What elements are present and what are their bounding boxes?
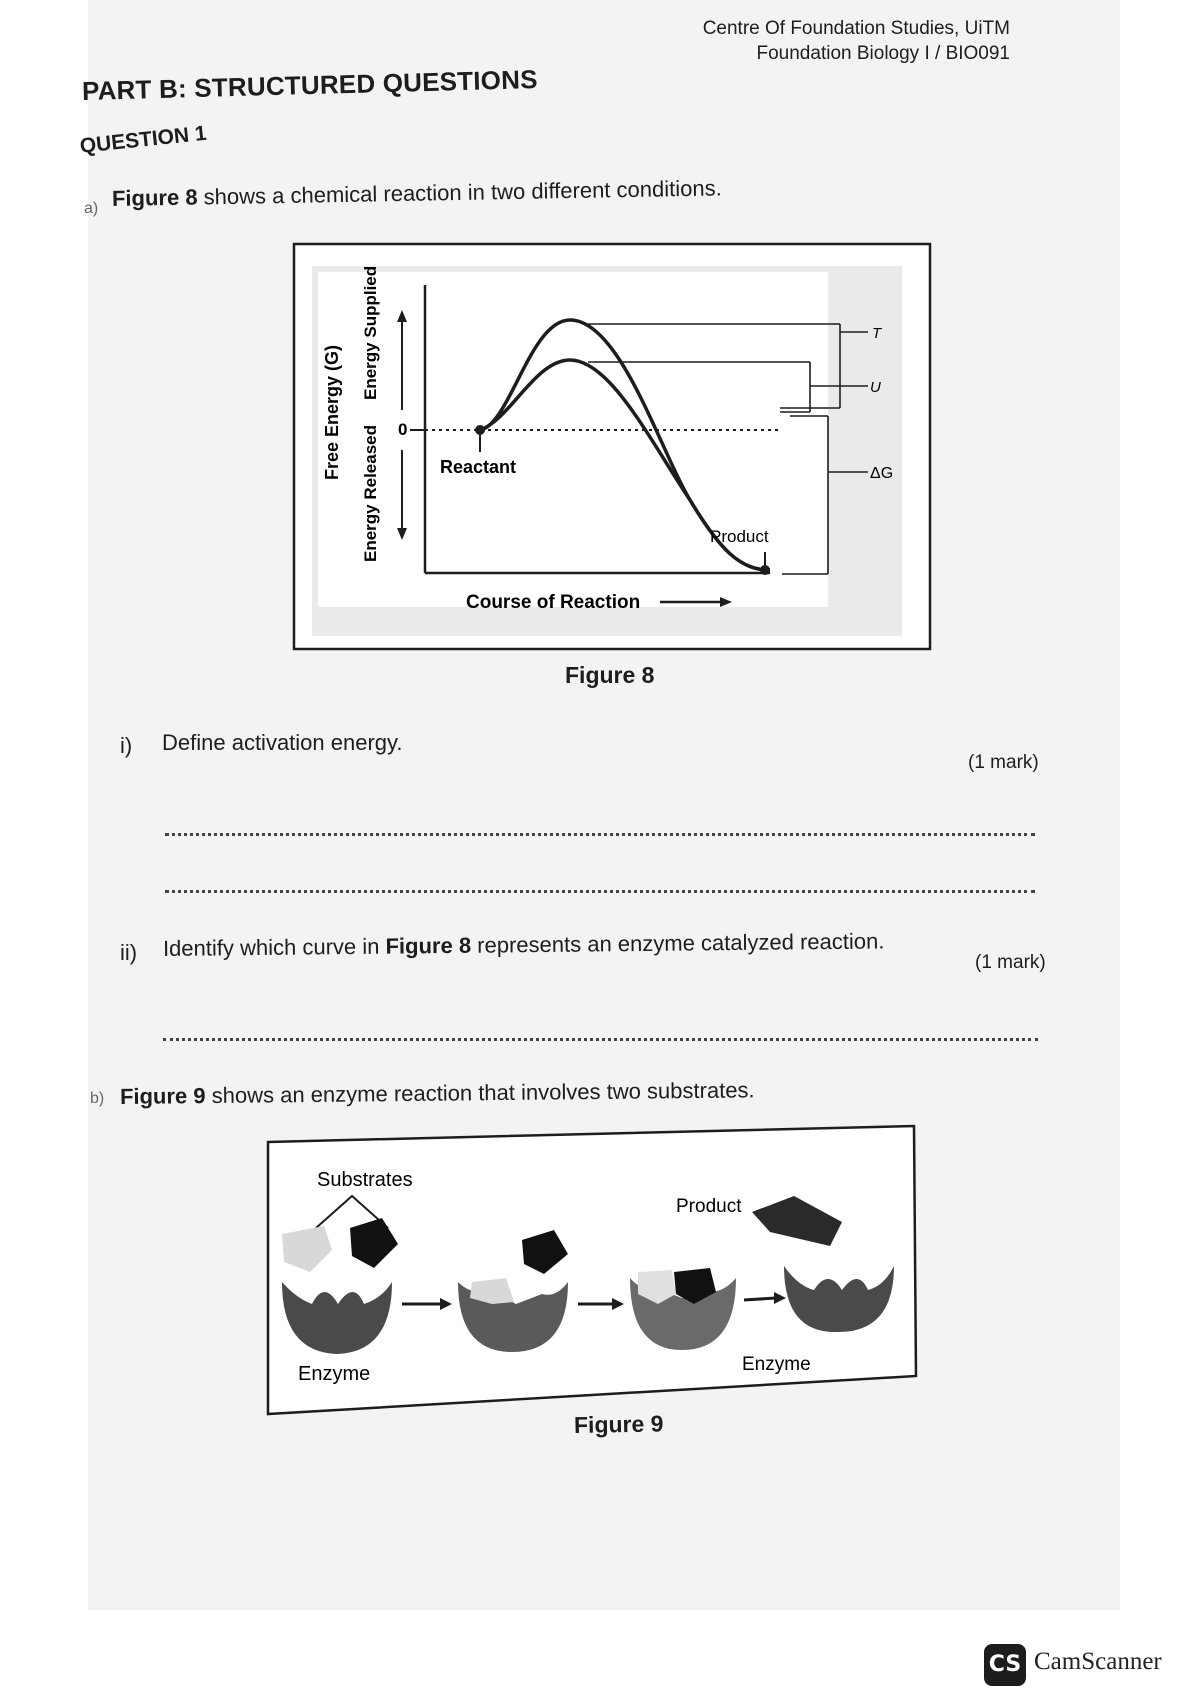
answer-line-ii[interactable] <box>163 1038 1038 1041</box>
question-ii-text-post: represents an enzyme catalyzed reaction. <box>470 928 885 958</box>
question-ii-figure-ref: Figure 8 <box>385 932 472 959</box>
zero-label: 0 <box>398 420 408 439</box>
label-dG: ΔG <box>870 465 894 482</box>
question-i-number: i) <box>120 733 133 758</box>
question-ii-number: ii) <box>120 940 138 965</box>
enzyme-label-right: Enzyme <box>742 1354 811 1375</box>
figure9-caption: Figure 9 <box>573 1410 664 1438</box>
question-ii-mark: (1 mark) <box>975 952 1046 973</box>
enzyme-label-left: Enzyme <box>298 1363 371 1385</box>
figure8-diagram <box>290 240 940 660</box>
reactant-label: Reactant <box>440 457 517 477</box>
answer-line-i-2[interactable] <box>165 890 1035 893</box>
question-i-mark: (1 mark) <box>968 752 1039 773</box>
label-T: T <box>872 325 882 342</box>
part-b-intro-text: shows an enzyme reaction that involves two substrates. <box>205 1077 755 1109</box>
figure9-ref: Figure 9 <box>119 1083 206 1109</box>
figure8-ref: Figure 8 <box>111 184 198 211</box>
substrates-label: Substrates <box>317 1169 413 1191</box>
reaction-arrow-3-line <box>744 1298 776 1300</box>
figure8-plot-area <box>318 272 828 607</box>
part-b-label: b) <box>90 1090 105 1107</box>
x-axis-title: Course of Reaction <box>466 592 641 613</box>
header-course: Foundation Biology I / BIO091 <box>756 43 1010 64</box>
y-axis-title: Free Energy (G) <box>322 344 342 480</box>
part-a-intro-text: shows a chemical reaction in two different conditions. <box>197 175 722 210</box>
camscanner-watermark-text: CamScanner <box>1034 1648 1162 1675</box>
answer-line-i-1[interactable] <box>165 833 1035 836</box>
figure8-caption: Figure 8 <box>565 662 655 688</box>
header-institution: Centre Of Foundation Studies, UiTM <box>702 18 1010 39</box>
part-title: PART B: STRUCTURED QUESTIONS <box>81 64 539 106</box>
question-i-text: Define activation energy. <box>162 730 403 755</box>
y-axis-released: Energy Released <box>361 424 380 562</box>
question-ii-text-pre: Identify which curve in <box>162 933 386 961</box>
product-label: Product <box>710 527 769 546</box>
label-U: U <box>870 379 881 396</box>
question-title: QUESTION 1 <box>78 121 208 158</box>
product-label-fig9: Product <box>676 1196 742 1217</box>
figure9-diagram <box>262 1122 922 1422</box>
part-a-label: a) <box>84 200 99 217</box>
y-axis-supplied: Energy Supplied <box>361 265 380 400</box>
camscanner-logo-icon: CS <box>984 1644 1026 1686</box>
